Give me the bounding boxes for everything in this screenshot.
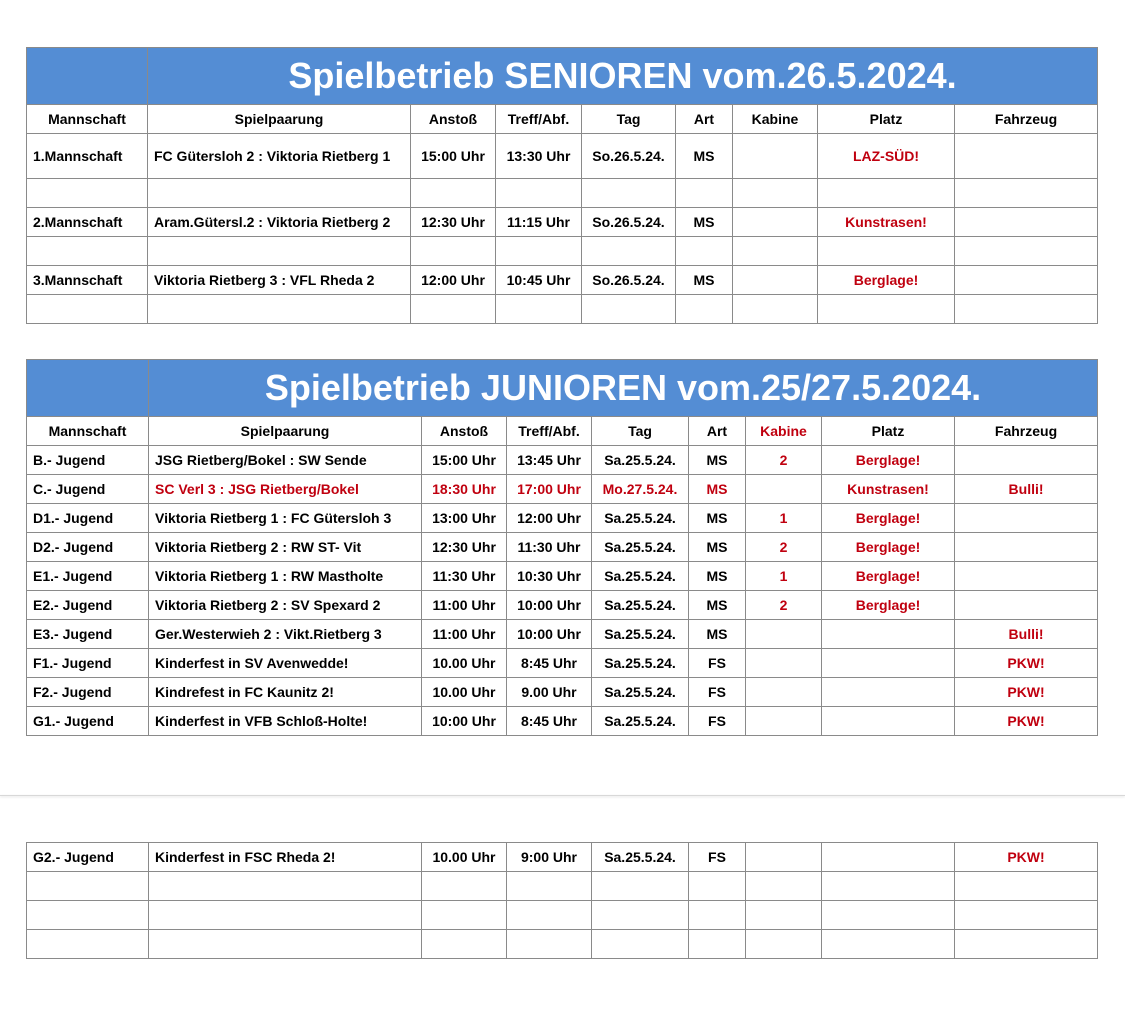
cell-art: FS	[689, 678, 746, 707]
table-row	[27, 649, 1098, 678]
cell-kabine	[733, 295, 818, 324]
cell-fahrzeug	[955, 930, 1098, 959]
cell-anstoss	[422, 901, 507, 930]
cell-spielpaarung: SC Verl 3 : JSG Rietberg/Bokel	[149, 475, 422, 504]
cell-fahrzeug	[955, 179, 1098, 208]
cell-spielpaarung: Kinderfest in SV Avenwedde!	[149, 649, 422, 678]
cell-kabine	[733, 208, 818, 237]
cell-art: MS	[689, 591, 746, 620]
cell-kabine	[746, 678, 822, 707]
cell-anstoss: 18:30 Uhr	[422, 475, 507, 504]
cell-fahrzeug	[955, 591, 1098, 620]
col-header-mannschaft: Mannschaft	[27, 105, 148, 134]
cell-mannschaft: 3.Mannschaft	[27, 266, 148, 295]
table-row	[27, 591, 1098, 620]
cell-mannschaft: 1.Mannschaft	[27, 134, 148, 179]
cell-treff	[507, 872, 592, 901]
cell-mannschaft: E3.- Jugend	[27, 620, 149, 649]
senioren-table	[26, 47, 1098, 324]
cell-fahrzeug: PKW!	[955, 649, 1098, 678]
cell-treff: 17:00 Uhr	[507, 475, 592, 504]
cell-spielpaarung	[148, 295, 411, 324]
senioren-title: Spielbetrieb SENIOREN vom.26.5.2024.	[148, 48, 1098, 105]
table-row	[27, 446, 1098, 475]
cell-treff: 10:00 Uhr	[507, 620, 592, 649]
cell-tag: So.26.5.24.	[582, 266, 676, 295]
junioren-header-row	[27, 417, 1098, 446]
cell-treff: 9.00 Uhr	[507, 678, 592, 707]
cell-fahrzeug	[955, 504, 1098, 533]
col-header-art: Art	[676, 105, 733, 134]
table-row	[27, 179, 1098, 208]
cell-platz: LAZ-SÜD!	[818, 134, 955, 179]
cell-tag	[592, 901, 689, 930]
cell-art: MS	[689, 533, 746, 562]
cell-art: FS	[689, 843, 746, 872]
cell-kabine	[733, 237, 818, 266]
cell-platz	[818, 179, 955, 208]
cell-treff: 10:30 Uhr	[507, 562, 592, 591]
title-blank-cell	[27, 360, 149, 417]
cell-treff	[507, 901, 592, 930]
col-header-treff: Treff/Abf.	[496, 105, 582, 134]
cell-platz	[818, 295, 955, 324]
cell-anstoss: 15:00 Uhr	[411, 134, 496, 179]
cell-tag: Sa.25.5.24.	[592, 504, 689, 533]
cell-anstoss: 12:00 Uhr	[411, 266, 496, 295]
cell-anstoss: 10.00 Uhr	[422, 649, 507, 678]
col-header-anstoss: Anstoß	[411, 105, 496, 134]
cell-art: MS	[689, 504, 746, 533]
col-header-platz: Platz	[818, 105, 955, 134]
cell-kabine: 2	[746, 533, 822, 562]
col-header-spielpaarung: Spielpaarung	[149, 417, 422, 446]
cell-mannschaft	[27, 237, 148, 266]
cell-mannschaft: G1.- Jugend	[27, 707, 149, 736]
cell-mannschaft: F1.- Jugend	[27, 649, 149, 678]
cell-mannschaft	[27, 901, 149, 930]
cell-fahrzeug: PKW!	[955, 678, 1098, 707]
cell-fahrzeug	[955, 533, 1098, 562]
cell-tag	[592, 872, 689, 901]
cell-platz	[822, 872, 955, 901]
cell-platz: Kunstrasen!	[818, 208, 955, 237]
col-header-treff: Treff/Abf.	[507, 417, 592, 446]
cell-art: FS	[689, 707, 746, 736]
col-header-tag: Tag	[592, 417, 689, 446]
cell-spielpaarung: Aram.Gütersl.2 : Viktoria Rietberg 2	[148, 208, 411, 237]
junioren-title-row	[27, 360, 1098, 417]
cell-mannschaft	[27, 179, 148, 208]
cell-platz: Berglage!	[818, 266, 955, 295]
cell-tag: Sa.25.5.24.	[592, 678, 689, 707]
cell-kabine: 2	[746, 591, 822, 620]
cell-anstoss: 15:00 Uhr	[422, 446, 507, 475]
cell-platz: Berglage!	[822, 591, 955, 620]
cell-spielpaarung: Kinderfest in VFB Schloß-Holte!	[149, 707, 422, 736]
cell-kabine	[746, 707, 822, 736]
cell-art	[676, 237, 733, 266]
cell-platz: Berglage!	[822, 533, 955, 562]
table-row	[27, 678, 1098, 707]
cell-fahrzeug	[955, 237, 1098, 266]
cell-anstoss	[422, 930, 507, 959]
senioren-title-row	[27, 48, 1098, 105]
cell-kabine	[746, 649, 822, 678]
cell-anstoss	[411, 179, 496, 208]
cell-art	[676, 295, 733, 324]
cell-anstoss: 12:30 Uhr	[422, 533, 507, 562]
cell-anstoss: 10.00 Uhr	[422, 678, 507, 707]
title-blank-cell	[27, 48, 148, 105]
cell-tag	[592, 930, 689, 959]
cell-mannschaft	[27, 295, 148, 324]
cell-spielpaarung: JSG Rietberg/Bokel : SW Sende	[149, 446, 422, 475]
table-row	[27, 533, 1098, 562]
cell-treff	[496, 179, 582, 208]
table-row	[27, 872, 1098, 901]
cell-kabine	[746, 475, 822, 504]
cell-art: MS	[689, 475, 746, 504]
cell-art: MS	[689, 562, 746, 591]
cell-platz: Berglage!	[822, 562, 955, 591]
cell-kabine	[746, 843, 822, 872]
cell-anstoss	[411, 295, 496, 324]
cell-tag	[582, 179, 676, 208]
cell-spielpaarung	[149, 901, 422, 930]
cell-fahrzeug	[955, 134, 1098, 179]
cell-platz	[822, 707, 955, 736]
cell-platz	[822, 843, 955, 872]
table-row	[27, 134, 1098, 179]
cell-treff: 11:30 Uhr	[507, 533, 592, 562]
cell-platz	[818, 237, 955, 266]
cell-treff: 12:00 Uhr	[507, 504, 592, 533]
cell-tag: Sa.25.5.24.	[592, 649, 689, 678]
cell-mannschaft	[27, 872, 149, 901]
junioren-title: Spielbetrieb JUNIOREN vom.25/27.5.2024.	[149, 360, 1098, 417]
cell-treff: 9:00 Uhr	[507, 843, 592, 872]
cell-treff: 11:15 Uhr	[496, 208, 582, 237]
col-header-fahrzeug: Fahrzeug	[955, 417, 1098, 446]
page-break-divider	[0, 795, 1125, 796]
cell-kabine	[733, 266, 818, 295]
cell-treff: 13:30 Uhr	[496, 134, 582, 179]
cell-kabine: 2	[746, 446, 822, 475]
cell-spielpaarung: FC Gütersloh 2 : Viktoria Rietberg 1	[148, 134, 411, 179]
cell-kabine	[746, 901, 822, 930]
col-header-art: Art	[689, 417, 746, 446]
col-header-tag: Tag	[582, 105, 676, 134]
cell-mannschaft: E2.- Jugend	[27, 591, 149, 620]
cell-tag: Sa.25.5.24.	[592, 843, 689, 872]
table-row	[27, 843, 1098, 872]
cell-kabine	[733, 179, 818, 208]
cell-spielpaarung	[149, 872, 422, 901]
cell-fahrzeug	[955, 266, 1098, 295]
table-row	[27, 266, 1098, 295]
cell-anstoss: 11:30 Uhr	[422, 562, 507, 591]
cell-treff	[496, 237, 582, 266]
cell-kabine	[746, 872, 822, 901]
cell-kabine	[746, 620, 822, 649]
junioren-table	[26, 359, 1098, 736]
cell-anstoss	[411, 237, 496, 266]
cell-art: MS	[676, 134, 733, 179]
cell-treff: 13:45 Uhr	[507, 446, 592, 475]
cell-mannschaft: D1.- Jugend	[27, 504, 149, 533]
cell-spielpaarung: Viktoria Rietberg 2 : RW ST- Vit	[149, 533, 422, 562]
table-row	[27, 237, 1098, 266]
table-row	[27, 504, 1098, 533]
cell-platz: Berglage!	[822, 446, 955, 475]
cell-art	[689, 872, 746, 901]
cell-tag: So.26.5.24.	[582, 134, 676, 179]
cell-spielpaarung: Viktoria Rietberg 3 : VFL Rheda 2	[148, 266, 411, 295]
cell-mannschaft: C.- Jugend	[27, 475, 149, 504]
cell-platz: Kunstrasen!	[822, 475, 955, 504]
cell-fahrzeug: Bulli!	[955, 620, 1098, 649]
table-row	[27, 295, 1098, 324]
cell-fahrzeug: PKW!	[955, 707, 1098, 736]
table-row	[27, 620, 1098, 649]
cell-anstoss: 11:00 Uhr	[422, 591, 507, 620]
cell-treff: 8:45 Uhr	[507, 707, 592, 736]
cell-tag: Sa.25.5.24.	[592, 707, 689, 736]
cell-spielpaarung	[149, 930, 422, 959]
cell-platz	[822, 678, 955, 707]
cell-fahrzeug	[955, 208, 1098, 237]
cell-spielpaarung: Viktoria Rietberg 1 : FC Gütersloh 3	[149, 504, 422, 533]
cell-mannschaft	[27, 930, 149, 959]
cell-spielpaarung: Kindrefest in FC Kaunitz 2!	[149, 678, 422, 707]
cell-mannschaft: D2.- Jugend	[27, 533, 149, 562]
cell-kabine	[746, 930, 822, 959]
cell-treff: 8:45 Uhr	[507, 649, 592, 678]
cell-spielpaarung: Kinderfest in FSC Rheda 2!	[149, 843, 422, 872]
cell-fahrzeug	[955, 901, 1098, 930]
cell-tag: So.26.5.24.	[582, 208, 676, 237]
cell-spielpaarung: Viktoria Rietberg 1 : RW Mastholte	[149, 562, 422, 591]
cell-treff: 10:45 Uhr	[496, 266, 582, 295]
cell-anstoss	[422, 872, 507, 901]
cell-mannschaft: B.- Jugend	[27, 446, 149, 475]
senioren-header-row	[27, 105, 1098, 134]
cell-kabine	[733, 134, 818, 179]
cell-art: MS	[676, 266, 733, 295]
cell-tag: Sa.25.5.24.	[592, 446, 689, 475]
col-header-spielpaarung: Spielpaarung	[148, 105, 411, 134]
cell-kabine: 1	[746, 562, 822, 591]
cell-anstoss: 10:00 Uhr	[422, 707, 507, 736]
cell-art: MS	[689, 446, 746, 475]
cell-tag: Sa.25.5.24.	[592, 533, 689, 562]
cell-art	[676, 179, 733, 208]
cell-art	[689, 901, 746, 930]
cell-fahrzeug: PKW!	[955, 843, 1098, 872]
cell-tag: Sa.25.5.24.	[592, 591, 689, 620]
cell-mannschaft: G2.- Jugend	[27, 843, 149, 872]
cell-fahrzeug: Bulli!	[955, 475, 1098, 504]
cell-tag	[582, 237, 676, 266]
table-row	[27, 707, 1098, 736]
table-row-highlighted	[27, 475, 1098, 504]
cell-treff	[496, 295, 582, 324]
cell-anstoss: 12:30 Uhr	[411, 208, 496, 237]
col-header-kabine: Kabine	[746, 417, 822, 446]
cell-spielpaarung: Viktoria Rietberg 2 : SV Spexard 2	[149, 591, 422, 620]
table-row	[27, 562, 1098, 591]
cell-anstoss: 13:00 Uhr	[422, 504, 507, 533]
cell-tag: Mo.27.5.24.	[592, 475, 689, 504]
cell-art: MS	[689, 620, 746, 649]
cell-spielpaarung	[148, 179, 411, 208]
cell-tag	[582, 295, 676, 324]
col-header-fahrzeug: Fahrzeug	[955, 105, 1098, 134]
cell-platz: Berglage!	[822, 504, 955, 533]
cell-tag: Sa.25.5.24.	[592, 562, 689, 591]
cell-mannschaft: 2.Mannschaft	[27, 208, 148, 237]
table-row	[27, 901, 1098, 930]
cell-platz	[822, 901, 955, 930]
cell-treff: 10:00 Uhr	[507, 591, 592, 620]
cell-fahrzeug	[955, 872, 1098, 901]
col-header-kabine: Kabine	[733, 105, 818, 134]
cell-spielpaarung: Ger.Westerwieh 2 : Vikt.Rietberg 3	[149, 620, 422, 649]
cell-mannschaft: F2.- Jugend	[27, 678, 149, 707]
table-row	[27, 930, 1098, 959]
cell-mannschaft: E1.- Jugend	[27, 562, 149, 591]
cell-platz	[822, 649, 955, 678]
cell-art	[689, 930, 746, 959]
cell-tag: Sa.25.5.24.	[592, 620, 689, 649]
cell-anstoss: 10.00 Uhr	[422, 843, 507, 872]
cell-art: MS	[676, 208, 733, 237]
cell-kabine: 1	[746, 504, 822, 533]
junioren-continued-table	[26, 842, 1098, 959]
table-row	[27, 208, 1098, 237]
cell-fahrzeug	[955, 446, 1098, 475]
cell-fahrzeug	[955, 562, 1098, 591]
cell-platz	[822, 930, 955, 959]
col-header-anstoss: Anstoß	[422, 417, 507, 446]
cell-treff	[507, 930, 592, 959]
cell-art: FS	[689, 649, 746, 678]
cell-platz	[822, 620, 955, 649]
cell-spielpaarung	[148, 237, 411, 266]
cell-anstoss: 11:00 Uhr	[422, 620, 507, 649]
col-header-platz: Platz	[822, 417, 955, 446]
col-header-mannschaft: Mannschaft	[27, 417, 149, 446]
cell-fahrzeug	[955, 295, 1098, 324]
